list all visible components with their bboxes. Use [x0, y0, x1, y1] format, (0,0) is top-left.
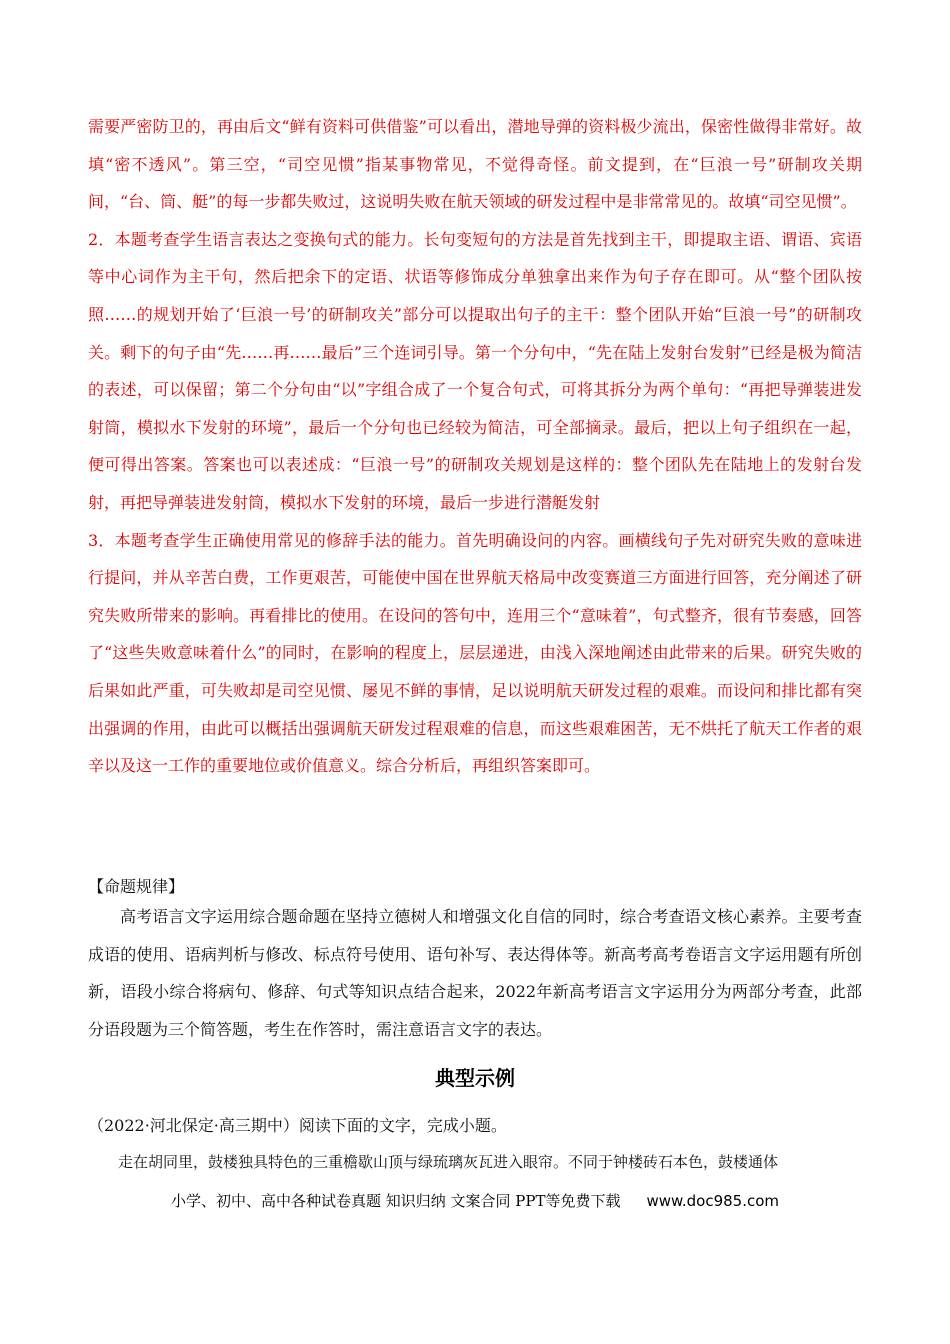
- rule-section-label: 【命题规律】: [88, 877, 185, 896]
- example-heading: 典型示例: [435, 1066, 515, 1090]
- answer-paragraph-3: 3．本题考查学生正确使用常见的修辞手法的能力。首先明确设问的内容。画横线句子先对研究失败的意味进行提问，并从辛苦白费，工作更艰苦，可能使中国在世界航天格局中改变赛道三方面进行回答，充分阐述了研究失败所带来的影响。再看排比的使用。在设问的答句中，连用三个“意味着”，句式整齐，很有节奏感，回答了“这些失败意味着什么”的同时，在影响的程度上，层层递进，由浅入深地阐述由此带来的后果。研究失败的后果如此严重，可失败却是司空见惯、屡见不鲜的事情，足以说明航天研发过程的艰难。而设问和排比都有突出强调的作用，由此可以概括出强调航天研发过程艰难的信息，而这些艰难困苦，无不烘托了航天工作者的艰辛以及这一工作的重要地位或价值意义。综合分析后，再组织答案即可。: [88, 530, 862, 776]
- answer-analysis: [88, 108, 862, 785]
- answer-paragraph-2: 2．本题考查学生语言表达之变换句式的能力。长句变短句的方法是首先找到主干，即提取主语、谓语、宾语等中心词作为主干句，然后把余下的定语、状语等修饰成分单独拿出来作为句子存在即可。从“整个团队按照……的规划开始了‘巨浪一号’的研制攻关”部分可以提取出句子的主干：整个团队开始“巨浪一号”的研制攻关。剩下的句子由“先……再……最后”三个连词引导。第一个分句中，“先在陆上发射台发射”已经是极为简洁的表述，可以保留；第二个分句由“以”字组合成了一个复合句式，可将其拆分为两个单句：“再把导弹装进发射筒，模拟水下发射的环境”，最后一个分句也已经较为简洁，可全部摘录。最后，把以上句子组织在一起，便可得出答案。答案也可以表述成：“巨浪一号”的研制攻关规划是这样的：整个团队先在陆地上的发射台发射，再把导弹装进发射筒，模拟水下发射的环境，最后一步进行潜艇发射: [88, 229, 862, 512]
- footer-site: www.doc985.com: [646, 1192, 780, 1210]
- footer-text: 小学、初中、高中各种试卷真题 知识归纳 文案合同 PPT等免费下载: [170, 1192, 621, 1210]
- page-footer: [0, 1186, 950, 1216]
- example-source: （2022·河北保定·高三期中）阅读下面的文字，完成小题。: [88, 1116, 507, 1135]
- example-passage: 走在胡同里，鼓楼独具特色的三重檐歇山顶与绿琉璃灰瓦进入眼帘。不同于钟楼砖石本色，鼓楼通体: [118, 1153, 779, 1171]
- answer-paragraph-1-continued: 需要严密防卫的，再由后文“鲜有资料可供借鉴”可以看出，潜地导弹的资料极少流出，保密性做得非常好。故填“密不透风”。第三空，“司空见惯”指某事物常见，不觉得奇怪。前文提到，在“巨浪一号”研制攻关期间，“台、筒、艇”的每一步都失败过，这说明失败在航天领域的研发过程中是非常常见的。故填“司空见惯”。: [88, 117, 862, 212]
- rule-section-body: 高考语言文字运用综合题命题在坚持立德树人和增强文化自信的同时，综合考查语文核心素养。主要考查成语的使用、语病判析与修改、标点符号使用、语句补写、表达得体等。新高考高考卷语言文字运用题有所创新，语段小综合将病句、修辞、句式等知识点结合起来，2022年新高考语言文字运用分为两部分考查，此部分语段题为三个简答题，考生在作答时，需注意语言文字的表达。: [88, 907, 862, 1039]
